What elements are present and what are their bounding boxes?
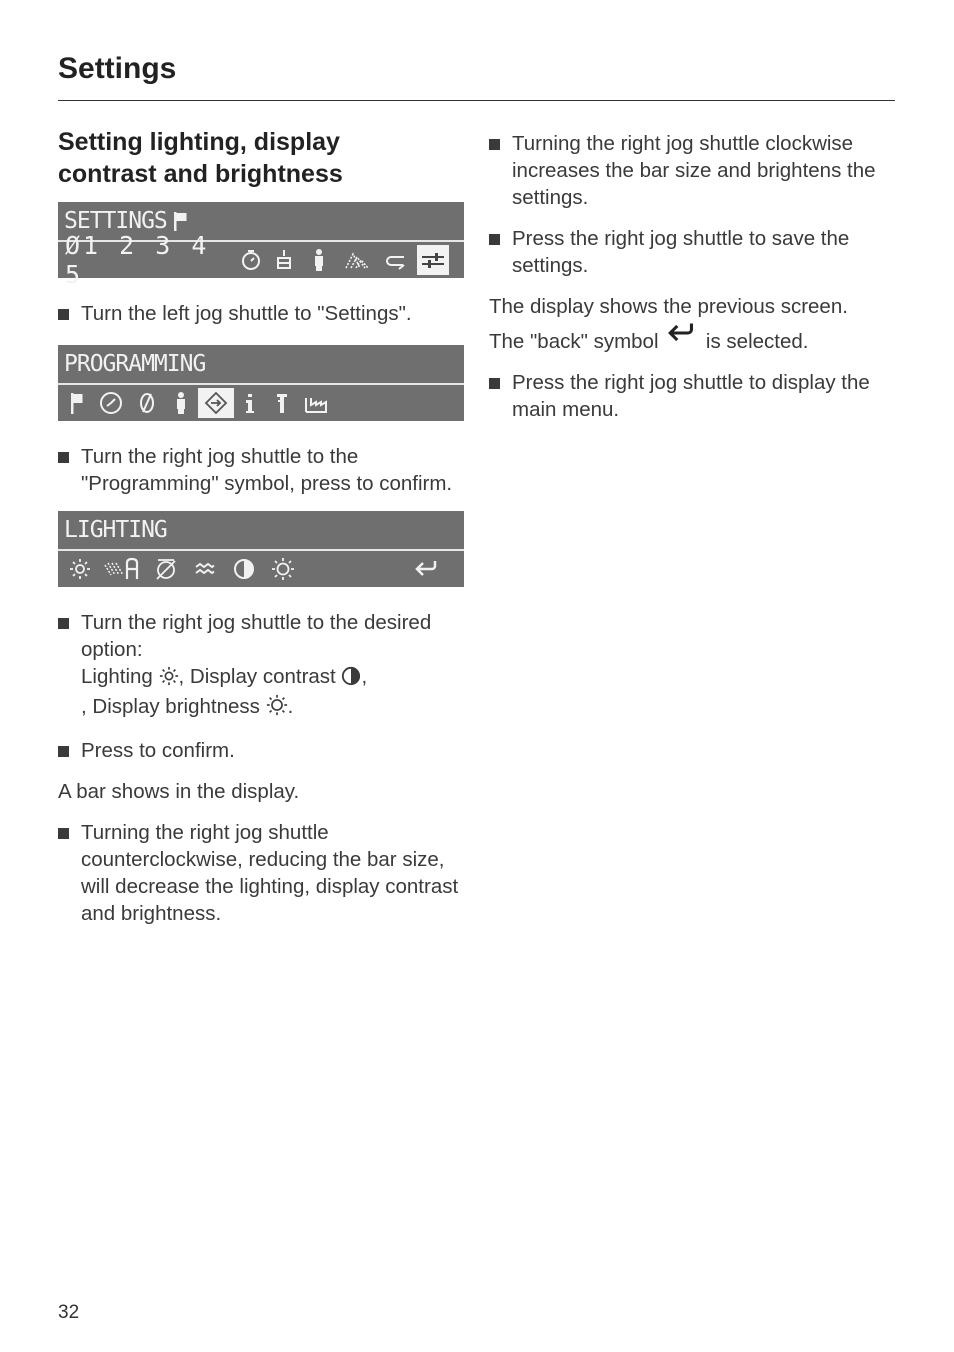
step-clockwise: Turning the right jog shuttle clockwise increases the bar size and brightens the settings.	[489, 130, 899, 211]
back-symbol-text-a: The "back" symbol	[489, 330, 659, 353]
display-lighting	[58, 511, 464, 587]
diamond-arrow-icon	[198, 388, 234, 418]
sun-icon	[159, 666, 179, 693]
page-number: 32	[58, 1302, 80, 1323]
step-main-menu: Press the right jog shuttle to display the main menu.	[489, 369, 899, 423]
info-icon	[234, 388, 266, 418]
contrast-icon	[224, 554, 264, 584]
brightness-icon	[266, 694, 288, 723]
step-counterclockwise: Turning the right jog shuttle counterclockwise, reducing the bar size, will decrease the lighting, display contrast and brightness.	[58, 819, 464, 927]
sliders-icon	[417, 245, 449, 275]
flag-icon	[62, 388, 92, 418]
display-programming-title: PROGRAMMING	[64, 351, 206, 377]
display-settings	[58, 202, 464, 289]
display-settings-title: SETTINGS	[64, 208, 167, 234]
sun-icon	[62, 554, 98, 584]
back-icon	[412, 554, 442, 584]
return-flow-icon	[377, 245, 415, 275]
display-lighting-title: LIGHTING	[64, 517, 167, 543]
lamp-a-icon	[98, 554, 146, 584]
page-title: Settings	[58, 52, 177, 85]
right-column	[489, 130, 899, 437]
brightness-icon	[264, 554, 302, 584]
display-settings-digits: Ø1 2 3 4 5	[65, 231, 210, 289]
back-symbol-text-b: is selected.	[705, 330, 809, 353]
previous-screen-note	[489, 293, 899, 355]
clock-icon	[92, 388, 130, 418]
step-choose-option-intro: Turn the right jog shuttle to the desired option:	[81, 611, 432, 661]
steam-icon	[337, 245, 377, 275]
wave-icon	[186, 554, 224, 584]
left-column	[58, 126, 464, 941]
step-save-settings: Press the right jog shuttle to save the settings.	[489, 225, 899, 279]
title-divider	[58, 100, 895, 101]
bar-shows-note: A bar shows in the display.	[58, 780, 300, 803]
crossed-cup-icon	[146, 554, 186, 584]
option-contrast-label: , Display contrast	[178, 665, 336, 688]
spray-icon	[266, 388, 298, 418]
person-icon	[301, 245, 337, 275]
section-heading	[58, 126, 464, 190]
display-programming	[58, 345, 464, 421]
step-choose-option: Turn the right jog shuttle to the desired option: Lighting , Display contrast , , Display brightness .	[58, 609, 464, 723]
contrast-icon	[341, 666, 361, 693]
option-brightness-label: , Display brightness	[81, 695, 260, 718]
previous-screen-line1: The display shows the previous screen.	[489, 295, 848, 318]
cup-icon	[267, 245, 301, 275]
step-turn-left-shuttle: Turn the left jog shuttle to "Settings".	[58, 300, 464, 327]
timer-icon	[235, 245, 267, 275]
back-icon	[664, 320, 700, 353]
section-heading-line2: contrast and brightness	[58, 160, 343, 188]
person-icon	[164, 388, 198, 418]
step-press-confirm: Press to confirm.	[58, 737, 464, 764]
option-lighting-label: Lighting	[81, 665, 153, 688]
factory-icon	[298, 388, 334, 418]
step-turn-right-shuttle-programming: Turn the right jog shuttle to the "Programming" symbol, press to confirm.	[58, 443, 464, 497]
section-heading-line1: Setting lighting, display	[58, 128, 340, 156]
bean-icon	[130, 388, 164, 418]
